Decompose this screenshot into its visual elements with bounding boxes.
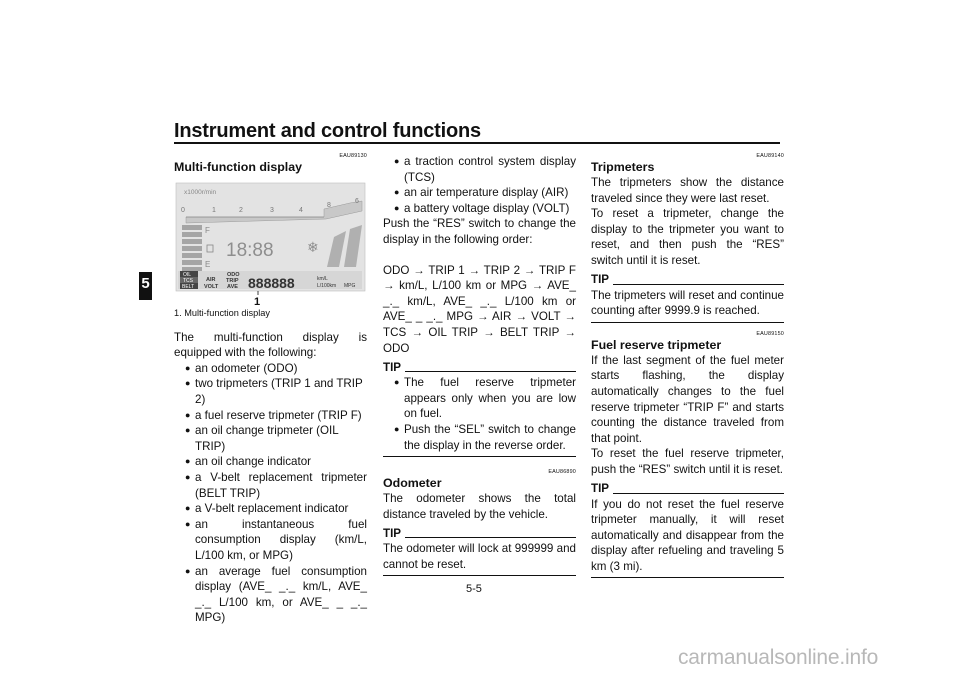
lcd-figure bbox=[174, 181, 367, 306]
tip-label: TIP bbox=[383, 360, 402, 374]
tip-header bbox=[591, 482, 784, 497]
list-item: ● an air temperature display (AIR) bbox=[389, 185, 576, 201]
list-item: ● a V-belt replacement tripmeter (BELT TRIP) bbox=[180, 470, 367, 501]
header-rule bbox=[174, 142, 780, 144]
tip-text: The tripmeters will reset and continue counting after 9999.9 is reached. bbox=[591, 288, 784, 318]
list-item: ● Push the “SEL” switch to change the display in the reverse order. bbox=[389, 422, 576, 453]
svg-text:TCS: TCS bbox=[183, 278, 193, 284]
feature-list bbox=[174, 361, 367, 626]
svg-text:ODO: ODO bbox=[227, 272, 240, 278]
svg-text:6: 6 bbox=[355, 198, 359, 205]
svg-text:0: 0 bbox=[181, 207, 185, 214]
rpm-unit-label: x1000r/min bbox=[184, 189, 217, 196]
list-item: ● an odometer (ODO) bbox=[180, 361, 367, 377]
fuel-gauge-bars bbox=[182, 225, 202, 272]
svg-text:2: 2 bbox=[239, 207, 243, 214]
list-item: ● a battery voltage display (VOLT) bbox=[389, 201, 576, 217]
list-item: ● an instantaneous fuel consumption display (km/L, L/100 km, or MPG) bbox=[180, 517, 367, 564]
clock-digits: 18:88 bbox=[226, 240, 274, 261]
figure-callout-number: 1 bbox=[254, 296, 261, 306]
tip-text: If you do not reset the fuel reserve tripmeter manually, it will reset automatically and disappear from the display after refueling and traveling 5 km (3 mi). bbox=[591, 497, 784, 573]
watermark: carmanualsonline.info bbox=[678, 646, 879, 669]
fuel-empty-label: E bbox=[205, 260, 211, 269]
fuel-full-label: F bbox=[205, 226, 210, 235]
list-item: ● a fuel reserve tripmeter (TRIP F) bbox=[180, 408, 367, 424]
tip-label: TIP bbox=[383, 526, 402, 540]
svg-text:OIL: OIL bbox=[183, 272, 192, 278]
doc-code: EAU89150 bbox=[756, 330, 784, 337]
lcd-illustration bbox=[174, 181, 367, 306]
tip-end-rule bbox=[383, 575, 576, 576]
list-item: ● a V-belt replacement indicator bbox=[180, 501, 367, 517]
paragraph: To reset the fuel reserve tripmeter, push the “RES” switch until it is reset. bbox=[591, 447, 784, 476]
indicator-boxes bbox=[180, 271, 198, 290]
paragraph: Push the “RES” switch to change the display in the following order: bbox=[383, 217, 576, 246]
svg-text:4: 4 bbox=[299, 207, 303, 214]
section-heading-odometer: Odometer bbox=[383, 476, 442, 491]
tip-list bbox=[383, 375, 576, 453]
section-heading-tripmeters: Tripmeters bbox=[591, 160, 655, 174]
list-item: ● an oil change indicator bbox=[180, 454, 367, 470]
svg-text:km/L: km/L bbox=[317, 276, 328, 282]
page-number: 5-5 bbox=[466, 583, 482, 595]
paragraph: The tripmeters show the distance traveled since they were last reset. bbox=[591, 176, 784, 205]
section-heading-fuel-reserve-tripmeter: Fuel reserve tripmeter bbox=[591, 337, 722, 352]
list-item: ● an oil change tripmeter (OIL TRIP) bbox=[180, 423, 367, 454]
svg-text:BELT: BELT bbox=[182, 284, 195, 290]
tip-end-rule bbox=[591, 322, 784, 323]
figure-caption: 1. Multi-function display bbox=[174, 308, 271, 318]
column-1 bbox=[174, 153, 367, 626]
list-item: ● a traction control system display (TCS) bbox=[389, 154, 576, 185]
paragraph: The odometer shows the total distance traveled by the vehicle. bbox=[383, 492, 576, 521]
tip-end-rule bbox=[591, 577, 784, 578]
tip-header bbox=[591, 273, 784, 288]
tip-header bbox=[383, 526, 576, 541]
snowflake-icon: ❄ bbox=[307, 239, 319, 255]
doc-code: EAU86890 bbox=[548, 469, 576, 476]
page-header-title: Instrument and control functions bbox=[174, 120, 481, 142]
svg-text:1: 1 bbox=[212, 207, 216, 214]
tip-end-rule bbox=[383, 456, 576, 457]
column-2 bbox=[383, 154, 576, 579]
tip-header bbox=[383, 360, 576, 375]
svg-text:MPG: MPG bbox=[344, 283, 356, 289]
list-item: ● an average fuel consumption display (AVE_ _._ km/L, AVE_ _._ L/100 km, or AVE_ _ _._ MPG) bbox=[180, 564, 367, 626]
display-order-text: ODO → TRIP 1 → TRIP 2 → TRIP F → km/L, L/100 km or MPG → AVE_ _._ km/L, AVE_ _._ L/100 km or AVE_ _ _._ MPG → AIR → VOLT → TCS → OIL TRIP → BELT TRIP → ODO bbox=[383, 263, 576, 355]
svg-text:L/100km: L/100km bbox=[317, 283, 337, 289]
paragraph: If the last segment of the fuel meter starts flashing, the display automatically changes to the fuel reserve tripmeter “TRIP F” and starts counting the distance traveled from that point. bbox=[591, 353, 784, 445]
svg-text:AVE: AVE bbox=[227, 284, 238, 290]
svg-text:VOLT: VOLT bbox=[204, 284, 219, 290]
tip-text: The odometer will lock at 999999 and cannot be reset. bbox=[383, 542, 576, 571]
doc-code: EAU89130 bbox=[339, 153, 367, 159]
paragraph: The multi-function display is equipped with the following: bbox=[174, 330, 367, 360]
paragraph: To reset a tripmeter, change the display to the tripmeter you want to reset, and then push the “RES” switch until it is reset. bbox=[591, 207, 784, 267]
doc-code: EAU89140 bbox=[756, 153, 784, 159]
odometer-digits: 888888 bbox=[248, 275, 295, 291]
svg-text:AIR: AIR bbox=[206, 277, 216, 283]
section-heading-multi-function-display: Multi-function display bbox=[174, 160, 303, 174]
svg-text:TRIP: TRIP bbox=[226, 278, 239, 284]
feature-list-continued bbox=[383, 154, 576, 216]
tip-label: TIP bbox=[591, 481, 610, 495]
tip-label: TIP bbox=[591, 272, 610, 286]
section-number: 5 bbox=[141, 275, 150, 292]
svg-text:8: 8 bbox=[327, 202, 331, 209]
list-item: ● The fuel reserve tripmeter appears only when you are low on fuel. bbox=[389, 375, 576, 422]
svg-text:3: 3 bbox=[270, 207, 274, 214]
column-3 bbox=[591, 153, 784, 581]
list-item: ● two tripmeters (TRIP 1 and TRIP 2) bbox=[180, 376, 367, 407]
